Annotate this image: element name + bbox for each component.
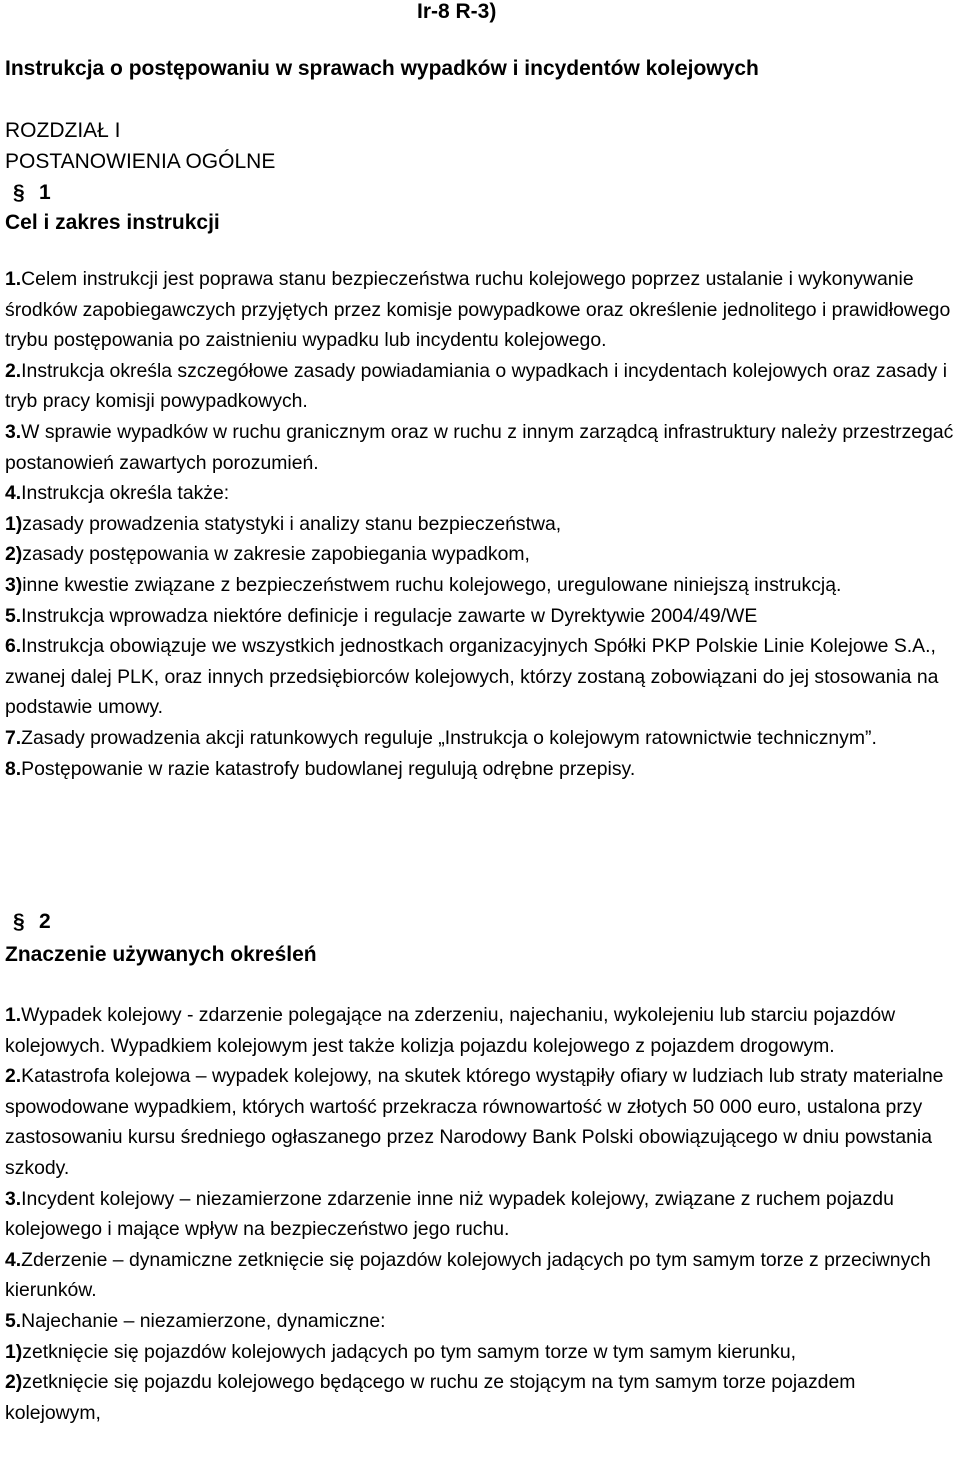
section-1-heading: Cel i zakres instrukcji <box>5 211 220 234</box>
list-item: 3)inne kwestie związane z bezpieczeństwem ruchu kolejowego, uregulowane niniejszą instrukcją. <box>5 573 842 596</box>
section-symbol: § <box>13 181 25 204</box>
paragraph: 3.Incydent kolejowy – niezamierzone zdarzenie inne niż wypadek kolejowy, związane z ruchem pojazdu kolejowego i mające wpływ na bezpieczeństwo jego ruchu. <box>5 1187 894 1241</box>
chapter-name: POSTANOWIENIA OGÓLNE <box>5 150 276 173</box>
paragraph: 3.W sprawie wypadków w ruchu granicznym oraz w ruchu z innym zarządcą infrastruktury należy przestrzegać postanowień zawartych porozumień. <box>5 420 954 474</box>
list-item: 1)zasady prowadzenia statystyki i analizy stanu bezpieczeństwa, <box>5 512 562 535</box>
section-number: 1 <box>39 181 51 204</box>
paragraph: 4.Zderzenie – dynamiczne zetknięcie się pojazdów kolejowych jadących po tym samym torze z przeciwnych kierunków. <box>5 1248 931 1302</box>
paragraph: 5.Najechanie – niezamierzone, dynamiczne: <box>5 1309 386 1332</box>
section-number: 2 <box>39 910 51 933</box>
section-2-body <box>5 1000 955 1428</box>
paragraph: 7.Zasady prowadzenia akcji ratunkowych reguluje „Instrukcja o kolejowym ratownictwie technicznym”. <box>5 726 877 749</box>
section-2-heading: Znaczenie używanych określeń <box>5 943 317 966</box>
paragraph: 1.Celem instrukcji jest poprawa stanu bezpieczeństwa ruchu kolejowego poprzez ustalanie i wykonywanie środków zapobiegawczych przyjętych przez komisje powypadkowe oraz określenie jednolitego i prawidłowego trybu postępowania po zaistnieniu wypadku lub incydentu kolejowego. <box>5 268 951 352</box>
section-1-body <box>5 264 955 784</box>
list-item: 1)zetknięcie się pojazdów kolejowych jadących po tym samym torze w tym samym kierunku, <box>5 1340 797 1363</box>
section-1-marker <box>13 180 51 206</box>
chapter-label: ROZDZIAŁ I <box>5 119 121 142</box>
paragraph: 8.Postępowanie w razie katastrofy budowlanej regulują odrębne przepisy. <box>5 757 636 780</box>
document-code: Ir-8 R-3) <box>417 0 497 23</box>
list-item: 2)zetknięcie się pojazdu kolejowego będącego w ruchu ze stojącym na tym samym torze pojazdem kolejowym, <box>5 1371 856 1424</box>
paragraph: 1.Wypadek kolejowy - zdarzenie polegające na zderzeniu, najechaniu, wykolejeniu lub starciu pojazdów kolejowych. Wypadkiem kolejowym jest także kolizja pojazdu kolejowego z pojazdem drogowym. <box>5 1004 896 1057</box>
paragraph: 5.Instrukcja wprowadza niektóre definicje i regulacje zawarte w Dyrektywie 2004/49/WE <box>5 604 758 627</box>
list-item: 2)zasady postępowania w zakresie zapobiegania wypadkom, <box>5 543 530 566</box>
paragraph: 2.Instrukcja określa szczegółowe zasady powiadamiania o wypadkach i incydentach kolejowych oraz zasady i tryb pracy komisji powypadkowych. <box>5 359 948 413</box>
document-title: Instrukcja o postępowaniu w sprawach wypadków i incydentów kolejowych <box>5 57 759 80</box>
paragraph: 2.Katastrofa kolejowa – wypadek kolejowy, na skutek którego wystąpiły ofiary w ludziach lub straty materialne spowodowane wypadkiem, których wartość przekracza równowartość w złotych 50 000 euro, ustalona przy zastosowaniu kursu średniego ogłaszanego przez Narodowy Bank Polski obowiązującego w dniu powstania szkody. <box>5 1065 944 1179</box>
paragraph: 6.Instrukcja obowiązuje we wszystkich jednostkach organizacyjnych Spółki PKP Polskie Linie Kolejowe S.A., zwanej dalej PLK, oraz innych przedsiębiorców kolejowych, którzy zostaną zobowiązani do jej stosowania na podstawie umowy. <box>5 635 939 719</box>
section-symbol: § <box>13 910 25 933</box>
paragraph: 4.Instrukcja określa także: <box>5 482 230 505</box>
section-2-marker <box>13 909 51 935</box>
